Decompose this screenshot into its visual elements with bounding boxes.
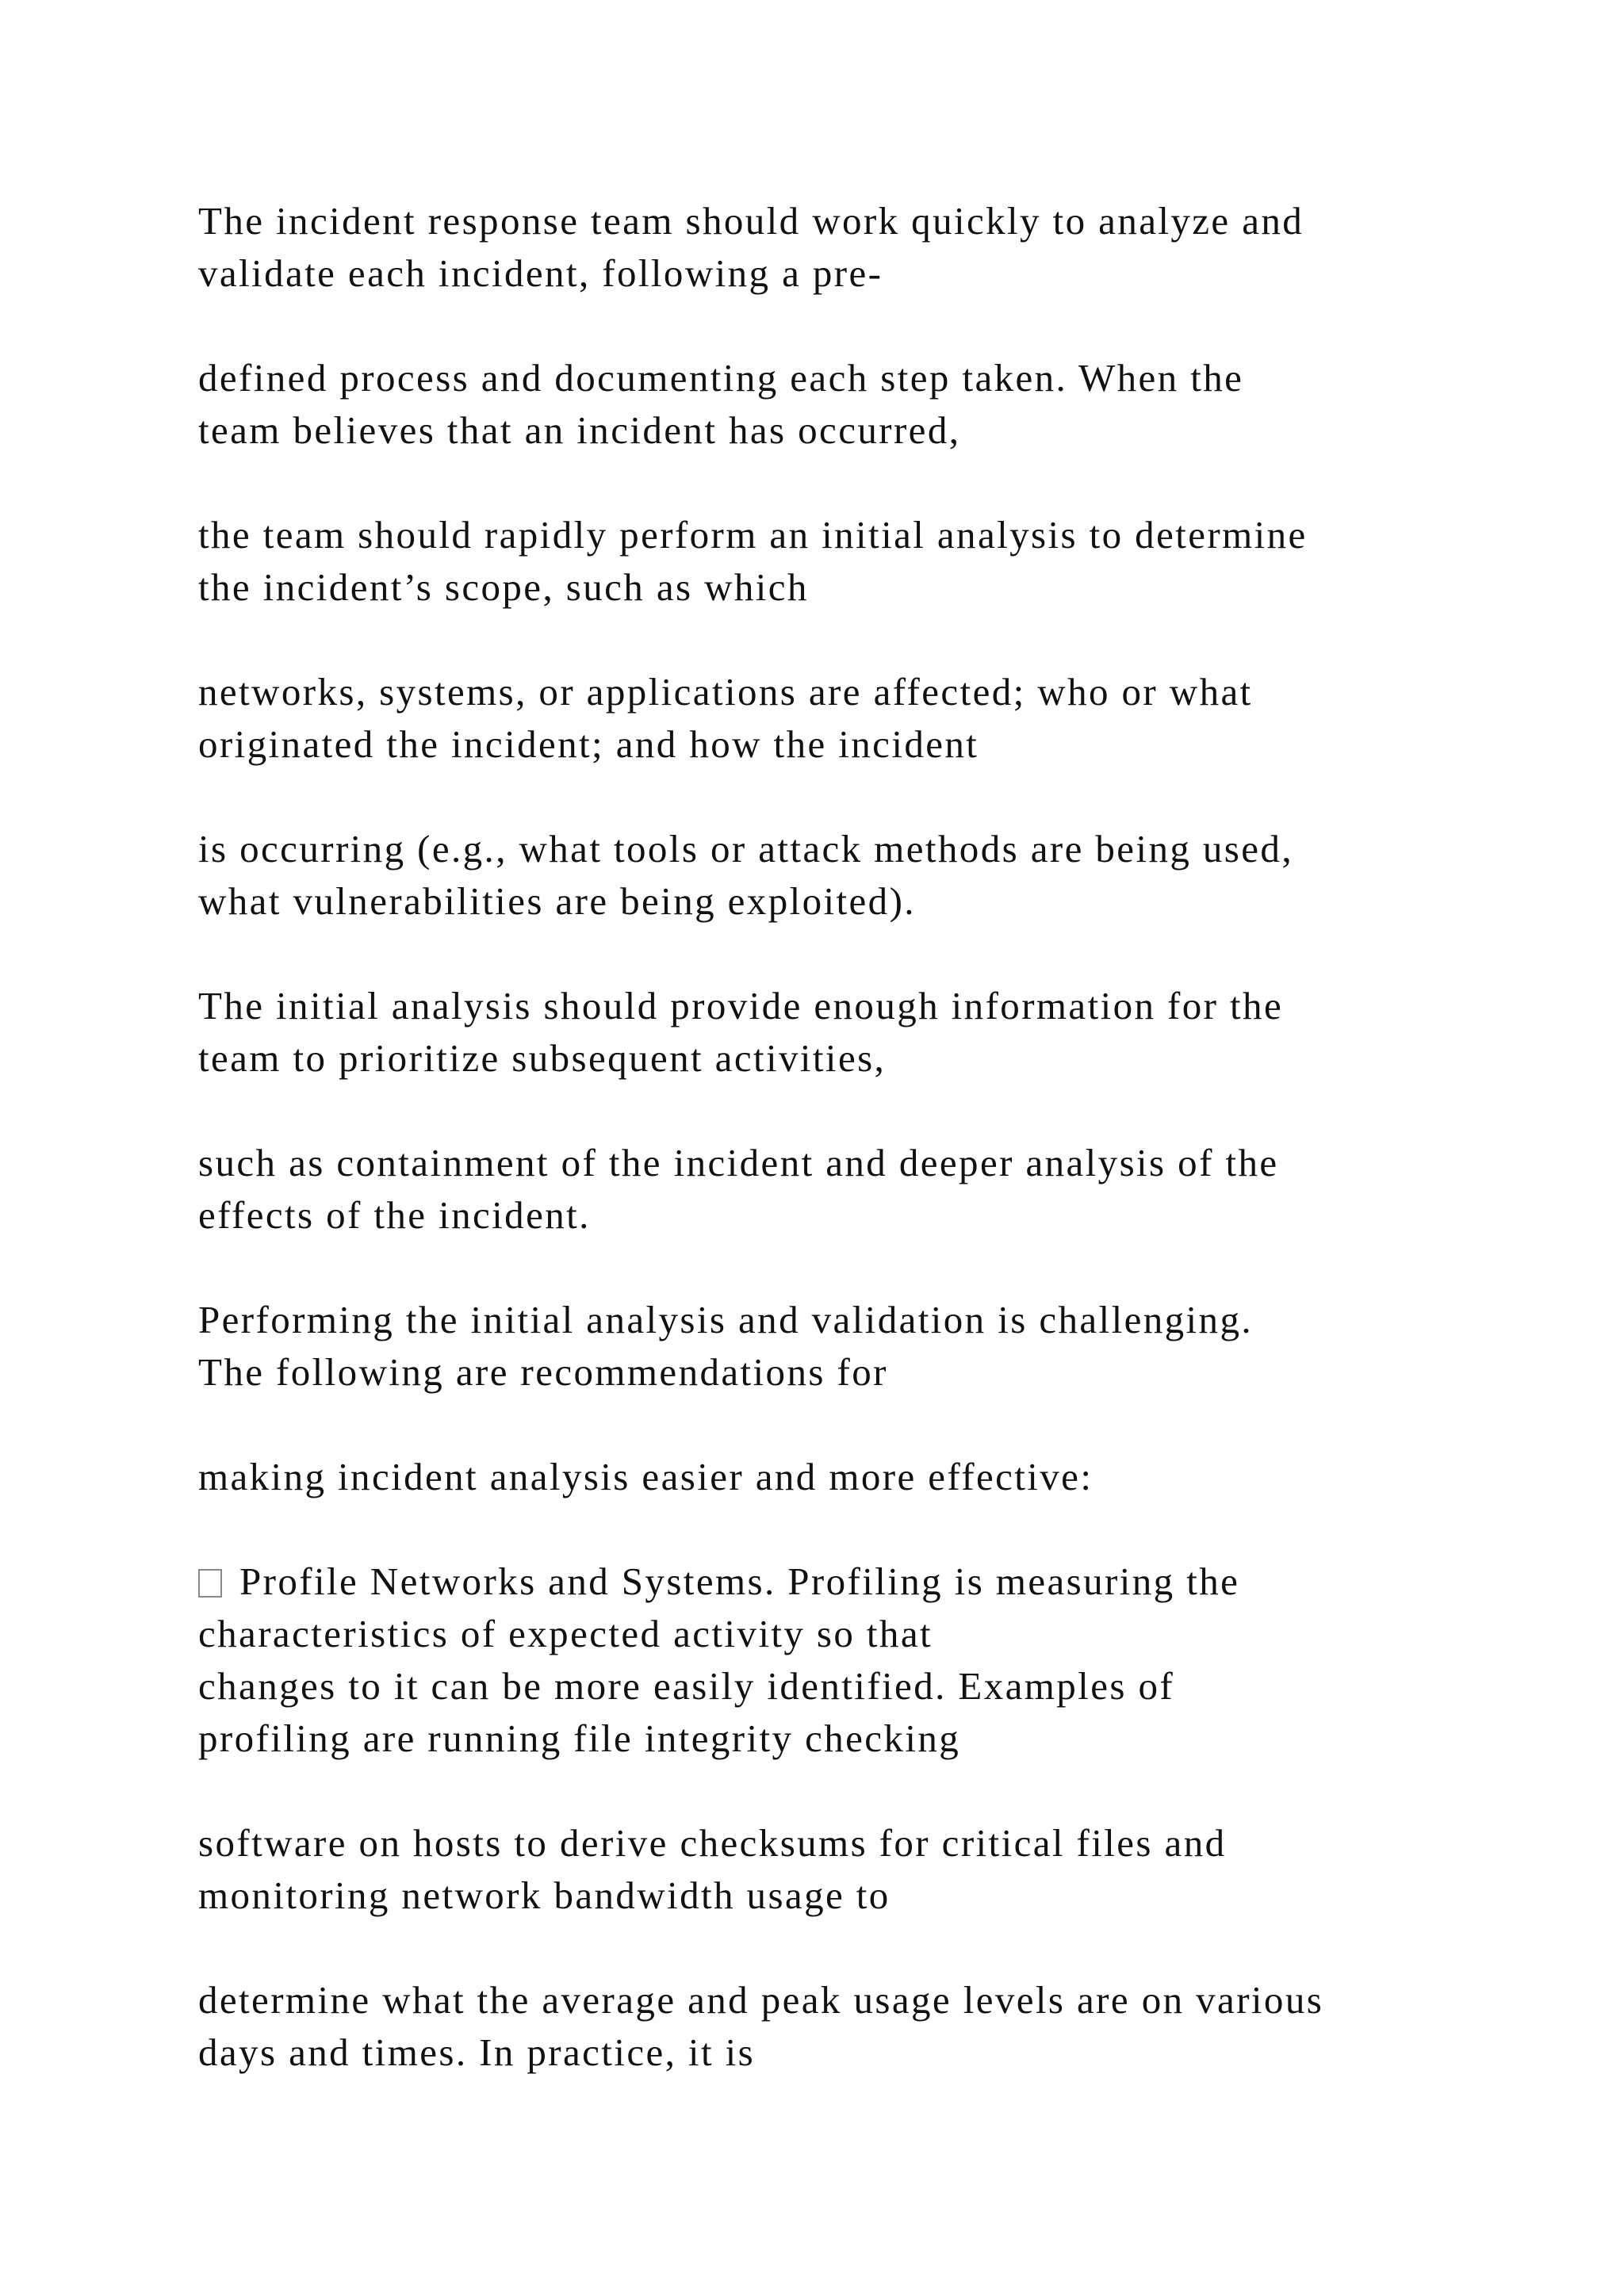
text-line: monitoring network bandwidth usage to bbox=[198, 1873, 891, 1917]
text-line: such as containment of the incident and deeper analysis of the bbox=[198, 1141, 1279, 1184]
text-line: profiling are running file integrity checking bbox=[198, 1716, 961, 1760]
paragraph-5 bbox=[198, 823, 1499, 928]
paragraph-1 bbox=[198, 195, 1499, 300]
document-body bbox=[198, 195, 1499, 2131]
text-line: validate each incident, following a pre- bbox=[198, 251, 883, 295]
text-line: The following are recommendations for bbox=[198, 1350, 888, 1394]
text-line: team to prioritize subsequent activities, bbox=[198, 1036, 887, 1080]
text-line: changes to it can be more easily identified. Examples of bbox=[198, 1664, 1175, 1708]
missing-glyph-icon bbox=[198, 1569, 222, 1598]
text-line: characteristics of expected activity so that bbox=[198, 1612, 933, 1655]
paragraph-7 bbox=[198, 1137, 1499, 1242]
paragraph-3 bbox=[198, 509, 1499, 614]
text-line: Performing the initial analysis and validation is challenging. bbox=[198, 1298, 1253, 1341]
text-line: software on hosts to derive checksums for critical files and bbox=[198, 1821, 1227, 1865]
text-line: Profile Networks and Systems. Profiling is measuring the bbox=[239, 1559, 1240, 1603]
paragraph-4 bbox=[198, 666, 1499, 771]
text-line: days and times. In practice, it is bbox=[198, 2030, 756, 2074]
text-line: determine what the average and peak usage levels are on various bbox=[198, 1978, 1324, 2022]
bullet-line bbox=[198, 1556, 1499, 1608]
text-line: defined process and documenting each step taken. When the bbox=[198, 356, 1244, 400]
text-line: the team should rapidly perform an initial analysis to determine bbox=[198, 513, 1308, 557]
text-line: The incident response team should work quickly to analyze and bbox=[198, 199, 1304, 243]
text-line: the incident’s scope, such as which bbox=[198, 565, 809, 609]
paragraph-13 bbox=[198, 1974, 1499, 2079]
text-line: making incident analysis easier and more effective: bbox=[198, 1455, 1094, 1498]
paragraph-11 bbox=[198, 1660, 1499, 1765]
paragraph-12 bbox=[198, 1817, 1499, 1922]
bullet-paragraph bbox=[198, 1556, 1499, 1660]
paragraph-9 bbox=[198, 1451, 1499, 1503]
text-line: is occurring (e.g., what tools or attack methods are being used, bbox=[198, 827, 1293, 871]
paragraph-2 bbox=[198, 352, 1499, 457]
text-line: networks, systems, or applications are affected; who or what bbox=[198, 670, 1253, 714]
paragraph-6 bbox=[198, 980, 1499, 1085]
text-line: team believes that an incident has occurred, bbox=[198, 408, 961, 452]
text-line: The initial analysis should provide enough information for the bbox=[198, 984, 1284, 1027]
text-line: originated the incident; and how the incident bbox=[198, 722, 979, 766]
text-line: what vulnerabilities are being exploited). bbox=[198, 879, 916, 923]
text-line: effects of the incident. bbox=[198, 1193, 591, 1237]
paragraph-8 bbox=[198, 1294, 1499, 1399]
